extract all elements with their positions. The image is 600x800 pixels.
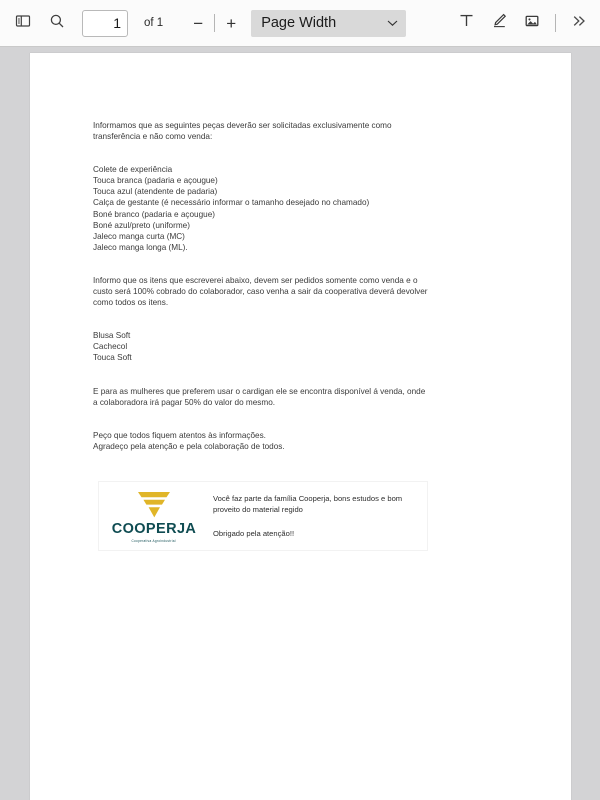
spacer: [93, 419, 513, 430]
spacer: [93, 264, 513, 275]
spacer: [93, 364, 513, 375]
cooperja-wordmark: COOPERJA: [111, 520, 197, 537]
spacer: [93, 308, 513, 319]
cooperja-triangle-logo-icon: [135, 490, 173, 520]
document-text-content: [93, 120, 513, 452]
spacer: [93, 319, 513, 330]
double-chevron-right-icon: [571, 13, 587, 34]
cardigan-notice-paragraph: [93, 386, 513, 408]
sale-items-list: [93, 330, 513, 363]
sale-notice-paragraph: [93, 275, 513, 308]
list-item: Touca azul (atendente de padaria): [93, 187, 218, 197]
zoom-level-select[interactable]: [251, 10, 406, 37]
zoom-in-button[interactable]: +: [226, 13, 237, 33]
list-item: Jaleco manga curta (MC): [93, 231, 185, 241]
toolbar-divider-1: [214, 14, 215, 32]
pdf-toolbar: [0, 0, 600, 47]
draw-tool-button[interactable]: [486, 10, 512, 36]
closing-paragraph: [93, 430, 513, 452]
list-item: Touca Soft: [93, 353, 132, 363]
search-icon: [49, 13, 65, 34]
list-item: Cachecol: [93, 342, 128, 352]
sidebar-panel-icon: [15, 13, 31, 34]
intro-line: transferência e não como venda:: [93, 132, 213, 142]
more-tools-button[interactable]: [566, 10, 592, 36]
intro-line: Informamos que as seguintes peças deverão ser solicitadas exclusivamente como: [93, 121, 392, 130]
zoom-controls-group: [187, 10, 406, 37]
pdf-viewer-area[interactable]: [0, 47, 600, 800]
search-button[interactable]: [44, 10, 70, 36]
page-number-input[interactable]: [82, 10, 128, 37]
spacer: [93, 142, 513, 153]
zoom-level-value: Page Width: [261, 15, 337, 31]
chevron-down-icon: [387, 14, 398, 32]
spacer: [93, 375, 513, 386]
page-total-label: of 1: [144, 17, 164, 29]
list-item: Boné azul/preto (uniforme): [93, 220, 190, 230]
toolbar-left-group: [0, 10, 163, 37]
text-tool-button[interactable]: [453, 10, 479, 36]
cardigan-notice-line: E para as mulheres que preferem usar o cardigan ele se encontra disponível á venda, onde: [93, 386, 426, 396]
banner-message-line: proveito do material regido: [213, 505, 303, 514]
closing-line: Agradeço pela atenção e pela colaboração de todos.: [93, 441, 285, 451]
transfer-items-list: [93, 164, 513, 253]
zoom-out-button[interactable]: −: [193, 13, 204, 33]
list-item: Blusa Soft: [93, 331, 131, 341]
banner-message-line: Você faz parte da família Cooperja, bons estudos e bom: [213, 494, 403, 503]
intro-paragraph: [93, 120, 513, 142]
list-item: Colete de experiência: [93, 165, 173, 175]
list-item: Jaleco manga longa (ML).: [93, 242, 188, 252]
banner-thanks-line: Obrigado pela atenção!!: [213, 529, 295, 538]
list-item: Boné branco (padaria e açougue): [93, 209, 215, 219]
pen-draw-icon: [491, 12, 508, 34]
text-tool-icon: [458, 12, 475, 34]
spacer: [93, 408, 513, 419]
cardigan-notice-line: a colaboradora irá pagar 50% do valor do mesmo.: [93, 397, 276, 407]
toolbar-right-group: [453, 10, 600, 36]
image-tool-button[interactable]: [519, 10, 545, 36]
cooperja-tagline: Cooperativa Agroindustrial: [131, 538, 177, 543]
banner-message: [201, 493, 402, 539]
list-item: Touca branca (padaria e açougue): [93, 176, 218, 186]
sale-notice-line: custo será 100% cobrado do colaborador, caso venha a sair da cooperativa deverá devolver: [93, 287, 428, 297]
spacer: [93, 153, 513, 164]
cooperja-logo: [99, 490, 201, 543]
spacer: [93, 253, 513, 264]
toolbar-divider-2: [555, 14, 556, 32]
list-item: Calça de gestante (é necessário informar o tamanho desejado no chamado): [93, 198, 370, 208]
pdf-page-1: [30, 53, 571, 800]
add-image-icon: [524, 13, 540, 34]
closing-line: Peço que todos fiquem atentos às informações.: [93, 430, 266, 440]
sale-notice-line: como todos os itens.: [93, 298, 169, 308]
cooperja-banner: [98, 481, 428, 551]
sidebar-toggle-button[interactable]: [10, 10, 36, 36]
sale-notice-line: Informo que os itens que escreverei abaixo, devem ser pedidos somente como venda e o: [93, 275, 418, 285]
